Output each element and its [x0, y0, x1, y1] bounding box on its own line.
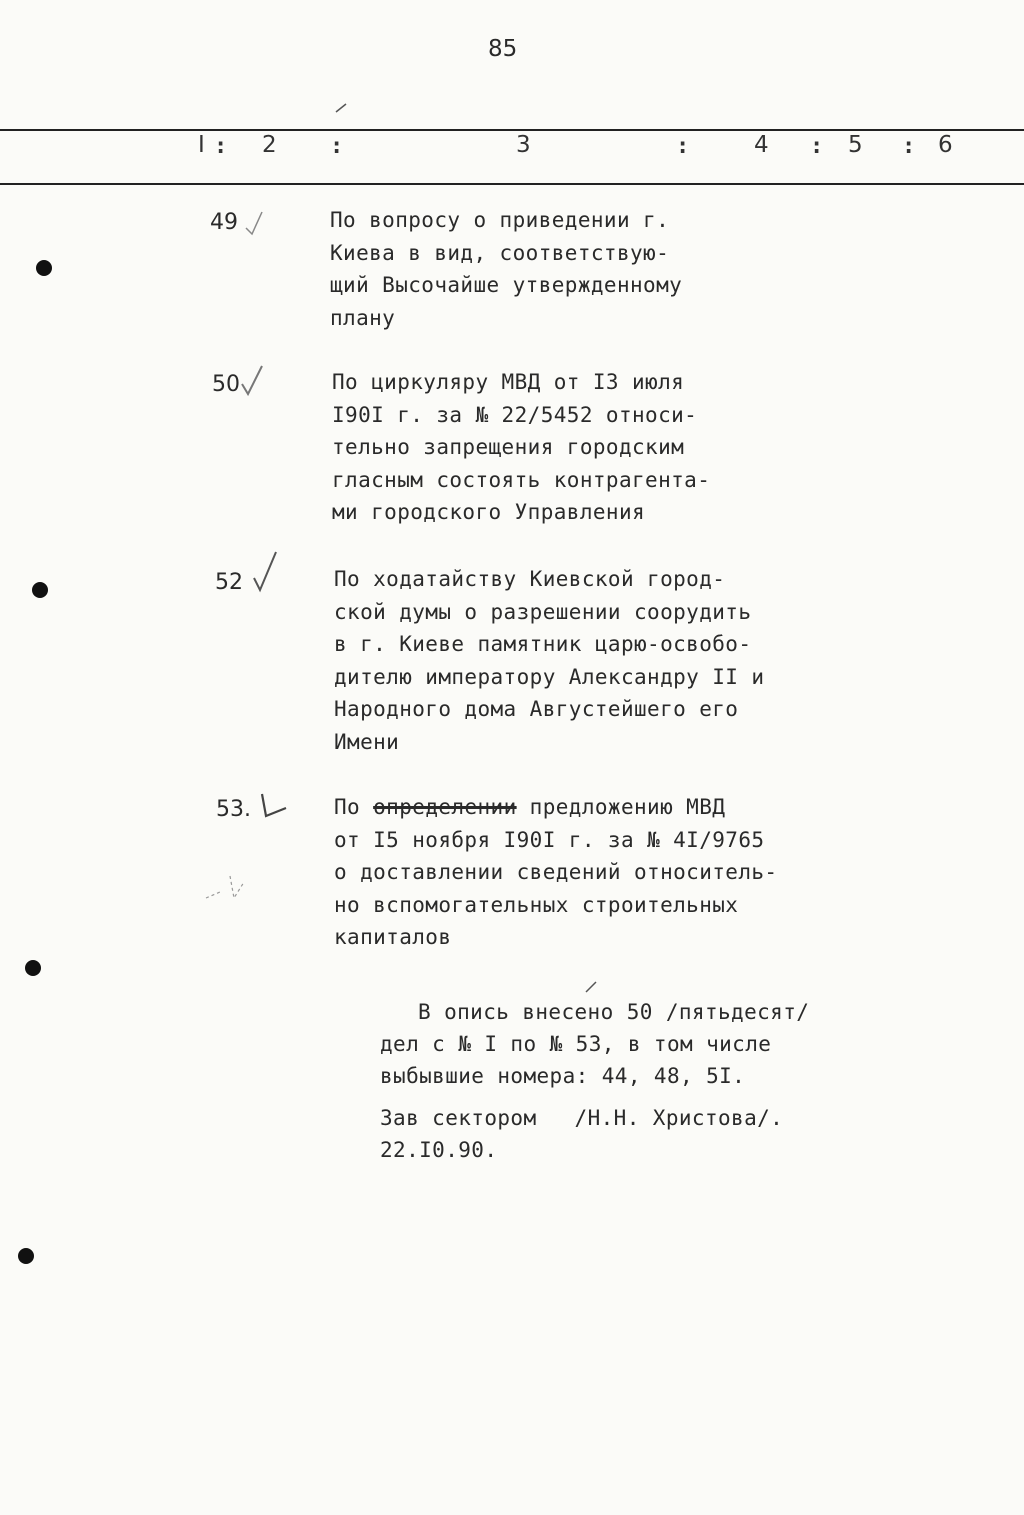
signature-date: 22.I0.90. [380, 1138, 498, 1162]
check-mark-icon [256, 790, 290, 824]
summary-line: В опись внесено 50 /пятьдесят/ [418, 1000, 810, 1024]
entry-description [334, 563, 804, 758]
entry-line: По циркуляру МВД от I3 июля [332, 370, 685, 394]
entry-number: 52 [215, 570, 243, 595]
pen-stroke-icon [584, 980, 600, 994]
entry-line: тельно запрещения городским [332, 435, 685, 459]
page-number: 85 [488, 36, 518, 62]
entry-line: Имени [334, 729, 400, 754]
entry-line: По определении предложению МВД [334, 795, 726, 819]
header-rule-bottom [0, 183, 1024, 185]
column-separator: : [676, 134, 690, 159]
entry-description [332, 366, 802, 529]
signature-name: /Н.Н. Христова/. [574, 1106, 784, 1130]
entry-number: 49 [210, 210, 238, 235]
column-header-5: 5 [848, 132, 863, 158]
entry-line: Народного дома Августейшего его [334, 697, 739, 721]
check-mark-icon [250, 550, 280, 594]
entry-line: капиталов [334, 925, 452, 949]
column-header-3: 3 [516, 132, 531, 158]
check-mark-icon [242, 208, 266, 236]
entry-description [334, 791, 804, 954]
pen-stroke-icon [334, 100, 354, 114]
punch-hole-mark [36, 260, 52, 276]
entry-line-rest: предложению МВД [516, 795, 726, 819]
summary-line: выбывшие номера: 44, 48, 5I. [380, 1064, 746, 1088]
entry-line: гласным состоять контрагента- [332, 467, 711, 492]
column-separator: : [810, 134, 824, 159]
entry-line: но вспомогательных строительных [334, 892, 739, 917]
summary-block [380, 996, 809, 1092]
entry-line: По ходатайству Киевской город- [334, 567, 726, 591]
entry-number: 53. [216, 797, 251, 822]
check-mark-icon [200, 868, 250, 918]
signature-line [380, 1102, 783, 1134]
entry-line: щий Высочайше утвержденному [330, 273, 683, 297]
column-separator: : [902, 134, 916, 159]
column-separator: : [214, 134, 228, 159]
entry-description [330, 204, 800, 334]
struck-word: определении [373, 795, 517, 819]
entry-line: ской думы о разрешении соорудить [334, 599, 752, 624]
column-separator: : [330, 134, 344, 159]
check-mark-icon [238, 362, 268, 398]
entry-line: I90I г. за № 22/5452 относи- [332, 402, 698, 427]
entry-line: По вопросу о приведении г. [330, 208, 670, 232]
signature-title: Зав сектором [380, 1106, 537, 1130]
column-header-6: 6 [938, 132, 953, 158]
entry-line: дителю императору Александру II и [334, 664, 765, 689]
signature-block [380, 1102, 783, 1166]
column-header-2: 2 [262, 132, 277, 158]
entry-line: от I5 ноября I90I г. за № 4I/9765 [334, 827, 765, 852]
column-header-1: I [198, 132, 205, 158]
entry-line: Киева в вид, соответствую- [330, 240, 670, 265]
entry-line: в г. Киеве памятник царю-освобо- [334, 632, 752, 656]
entry-line: ми городского Управления [332, 500, 646, 524]
entry-number: 50 [212, 372, 240, 397]
entry-line: о доставлении сведений относитель- [334, 860, 778, 884]
punch-hole-mark [32, 582, 48, 598]
punch-hole-mark [25, 960, 41, 976]
header-rule-top [0, 129, 1024, 131]
entry-line: плану [330, 305, 396, 330]
punch-hole-mark [18, 1248, 34, 1264]
column-header-4: 4 [754, 132, 769, 158]
summary-line: дел с № I по № 53, в том числе [380, 1032, 772, 1056]
